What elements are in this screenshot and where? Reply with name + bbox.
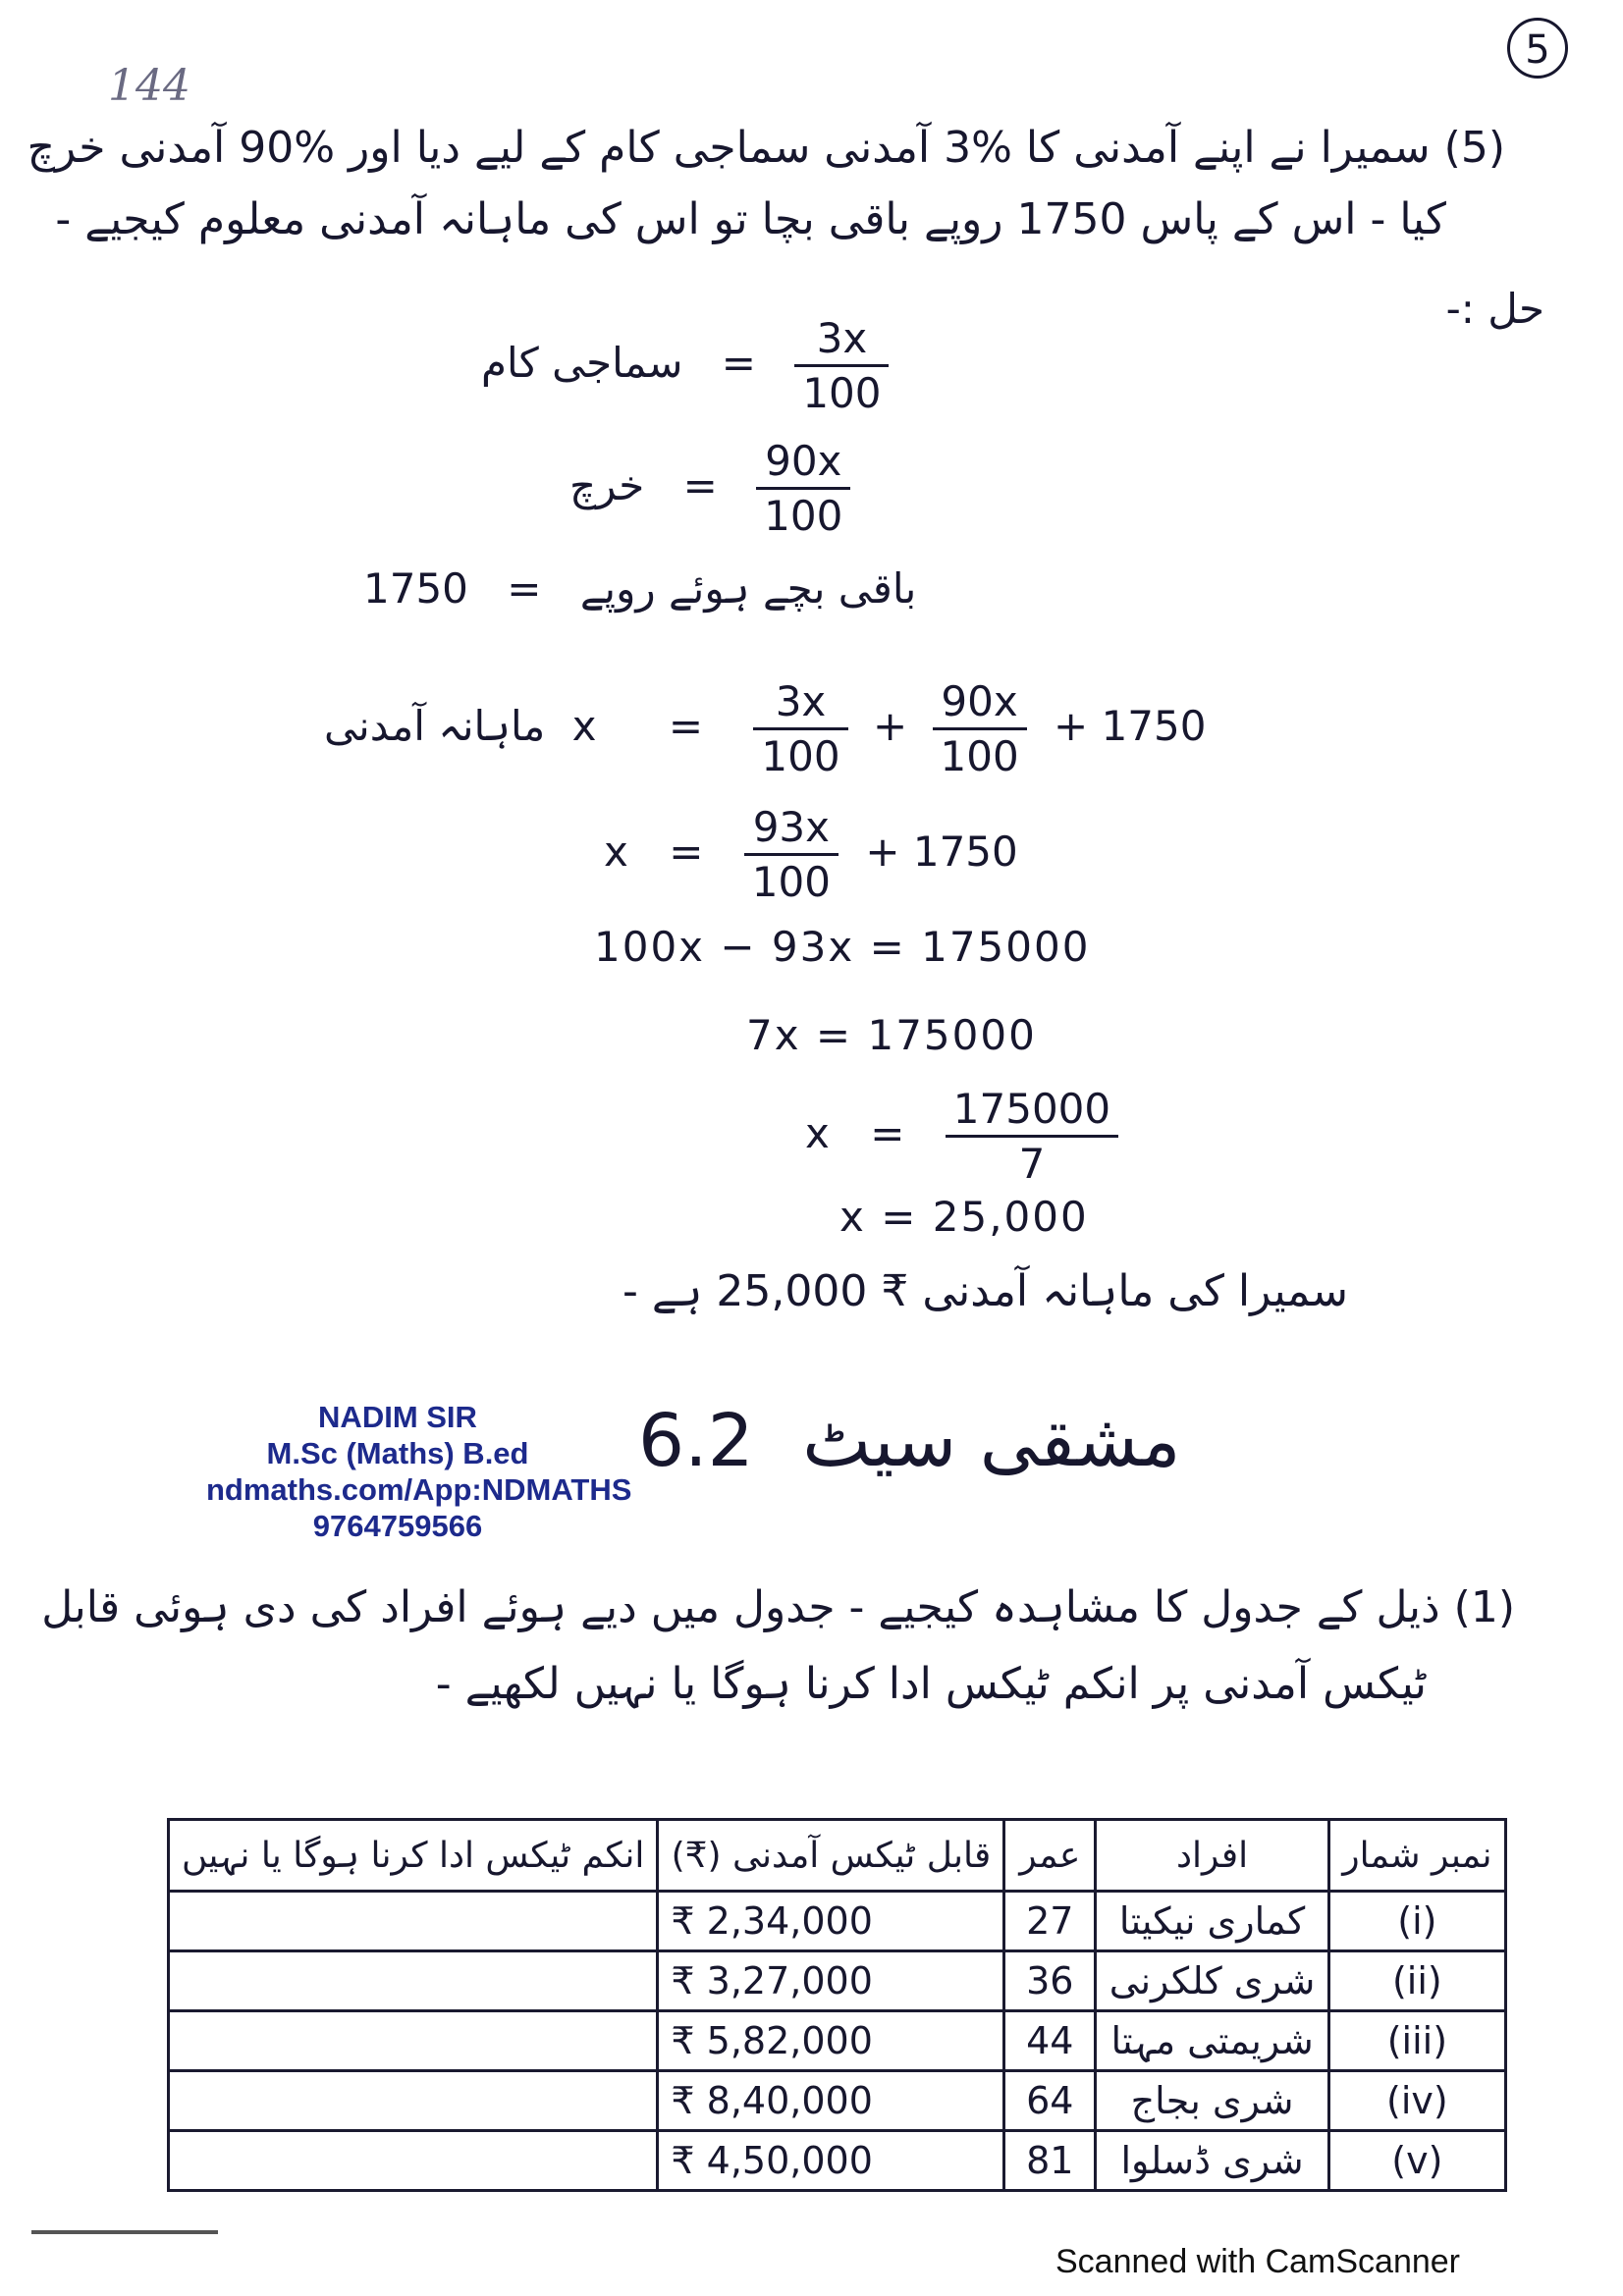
cell-income: ₹ 5,82,000 [658, 2011, 1004, 2071]
cell-income: ₹ 2,34,000 [658, 1892, 1004, 1951]
cell-person: کماری نیکیتا [1096, 1892, 1328, 1951]
eq-step-4 [805, 1085, 1118, 1188]
eq-urdu-label: سماجی کام [481, 339, 683, 387]
question-number: (5) [1443, 123, 1505, 173]
eq-lhs: x [805, 1109, 830, 1157]
fraction-numerator: 93x [744, 803, 839, 856]
eq-operator: = [669, 828, 704, 876]
cell-age: 81 [1004, 2131, 1096, 2191]
cell-answer[interactable] [169, 1892, 658, 1951]
eq-urdu-label: باقی بچے ہوئے روپے [579, 564, 917, 613]
eq-operator: = [721, 339, 756, 387]
header-tax-payable: انکم ٹیکس ادا کرنا ہوگا یا نہیں [169, 1820, 658, 1892]
branding-block [206, 1399, 632, 1544]
fraction [753, 677, 847, 780]
cell-person: شری ڈسلوا [1096, 2131, 1328, 2191]
table-row [169, 2131, 1506, 2191]
fraction [933, 677, 1027, 780]
fraction [744, 803, 839, 906]
scanner-watermark: Scanned with CamScanner [1055, 2243, 1461, 2280]
cell-serial-no: (i) [1328, 1892, 1505, 1951]
fraction-numerator: 3x [753, 677, 847, 730]
eq-urdu-label: خرچ [569, 461, 645, 509]
cell-age: 36 [1004, 1951, 1096, 2011]
eq-monthly-income [324, 677, 1206, 780]
question-1-line-1 [41, 1582, 1515, 1632]
cell-person: شریمتی مہتا [1096, 2011, 1328, 2071]
cell-answer[interactable] [169, 1951, 658, 2011]
eq-operator: = [870, 1109, 905, 1157]
header-taxable-income: قابل ٹیکس آمدنی (₹) [658, 1820, 1004, 1892]
page-number: 5 [1507, 18, 1568, 79]
eq-social-work [481, 314, 889, 417]
branding-name: NADIM SIR [318, 1400, 477, 1434]
question-5-line-2: کیا - اس کے پاس 1750 روپے باقی بچا تو اس کی ماہانہ آمدنی معلوم کیجیے - [55, 194, 1446, 244]
cell-income: ₹ 3,27,000 [658, 1951, 1004, 2011]
exercise-number: 6.2 [638, 1399, 754, 1483]
cell-age: 27 [1004, 1892, 1096, 1951]
eq-step-1 [604, 803, 1018, 906]
fraction-numerator: 3x [794, 314, 889, 367]
fraction-denominator: 7 [1018, 1140, 1046, 1188]
eq-step-3: 7x = 175000 [746, 1011, 1037, 1059]
exercise-title [638, 1399, 1181, 1483]
fraction [794, 314, 889, 417]
cell-answer[interactable] [169, 2131, 658, 2191]
eq-constant: + 1750 [1054, 702, 1207, 750]
cell-person: شری کلکرنی [1096, 1951, 1328, 2011]
cell-answer[interactable] [169, 2071, 658, 2131]
table-row [169, 1951, 1506, 2011]
branding-phone: 9764759566 [312, 1509, 483, 1543]
fraction-denominator: 100 [940, 732, 1019, 780]
fraction-denominator: 100 [802, 369, 882, 417]
eq-step-2: 100x − 93x = 175000 [594, 923, 1091, 971]
fraction-numerator: 90x [933, 677, 1027, 730]
fraction [756, 437, 850, 540]
cell-serial-no: (iii) [1328, 2011, 1505, 2071]
eq-operator: = [668, 702, 704, 750]
branding-degree: M.Sc (Maths) B.ed [266, 1436, 529, 1470]
question-text: سمیرا نے اپنے آمدنی کا %3 آمدنی سماجی کام کے لیے دیا اور %90 آمدنی خرچ [27, 123, 1431, 173]
fraction [946, 1085, 1118, 1188]
tax-table [167, 1818, 1507, 2192]
fraction-denominator: 100 [751, 858, 831, 906]
eq-step-5: x = 25,000 [839, 1193, 1089, 1241]
cell-serial-no: (v) [1328, 2131, 1505, 2191]
eq-value: 1750 [363, 564, 468, 613]
header-person: افراد [1096, 1820, 1328, 1892]
question-text: ذیل کے جدول کا مشاہدہ کیجیے - جدول میں دیے ہوئے افراد کی دی ہوئی قابل [41, 1582, 1440, 1632]
question-number: (1) [1453, 1582, 1515, 1632]
table-row [169, 2071, 1506, 2131]
cell-answer[interactable] [169, 2011, 658, 2071]
solution-conclusion: سمیرا کی ماہانہ آمدنی ₹ 25,000 ہے - [622, 1266, 1348, 1316]
branding-site: ndmaths.com/App:NDMATHS [206, 1472, 632, 1507]
eq-urdu-label: ماہانہ آمدنی [324, 702, 546, 750]
exercise-title-text: مشقی سیٹ [802, 1399, 1181, 1483]
table-header-row [169, 1820, 1506, 1892]
cell-serial-no: (iv) [1328, 2071, 1505, 2131]
table-row [169, 2011, 1506, 2071]
eq-operator: = [682, 461, 718, 509]
header-serial-no: نمبر شمار [1328, 1820, 1505, 1892]
question-5-line-1 [27, 123, 1505, 173]
cell-person: شری بجاج [1096, 2071, 1328, 2131]
question-1-line-2: ٹیکس آمدنی پر انکم ٹیکس ادا کرنا ہوگا یا نہیں لکھیے - [435, 1659, 1427, 1709]
fraction-numerator: 175000 [946, 1085, 1118, 1138]
eq-plus: + [872, 702, 908, 750]
table-row [169, 1892, 1506, 1951]
eq-remaining [363, 564, 916, 613]
eq-lhs: x [571, 702, 597, 750]
cell-age: 44 [1004, 2011, 1096, 2071]
eq-lhs: x [604, 828, 628, 876]
header-age: عمر [1004, 1820, 1096, 1892]
cell-income: ₹ 8,40,000 [658, 2071, 1004, 2131]
fraction-denominator: 100 [761, 732, 840, 780]
cell-serial-no: (ii) [1328, 1951, 1505, 2011]
eq-constant: + 1750 [865, 828, 1018, 876]
fraction-denominator: 100 [764, 492, 843, 540]
footer-pen-stroke [31, 2230, 218, 2234]
cell-income: ₹ 4,50,000 [658, 2131, 1004, 2191]
cell-age: 64 [1004, 2071, 1096, 2131]
solution-label: حل :- [1445, 285, 1544, 333]
fraction-numerator: 90x [756, 437, 850, 490]
eq-operator: = [507, 564, 542, 613]
page-mark: 144 [108, 61, 190, 111]
eq-expense [569, 437, 850, 540]
